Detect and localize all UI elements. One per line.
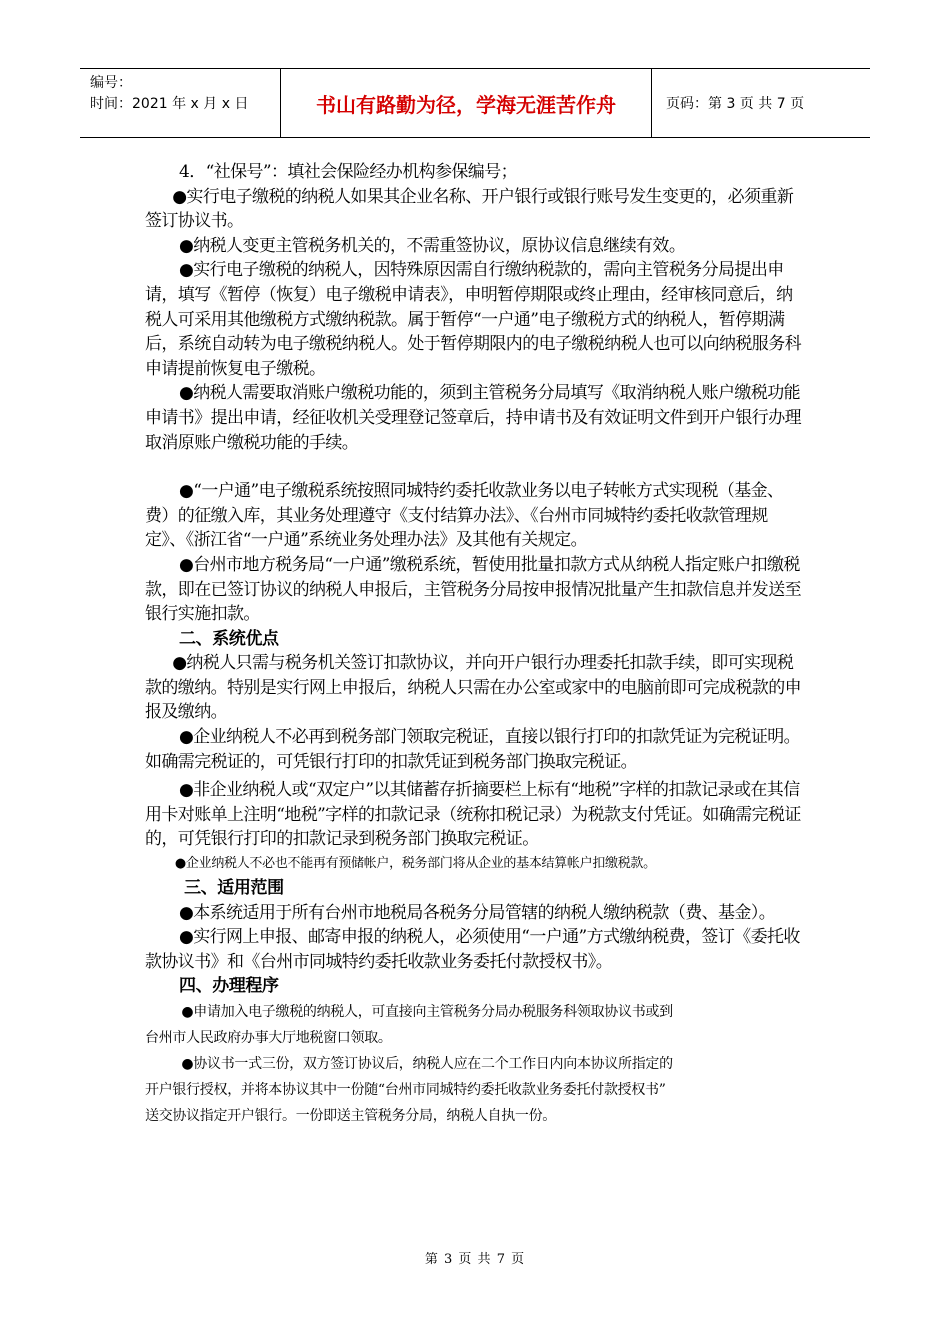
heading-scope: 三、适用范围	[184, 878, 284, 899]
paragraph-advantage-1: ●纳税人只需与税务机关签订扣款协议，并向开户银行办理委托扣款手续，即可实现税款的缴纳。特别是实行网上申报后，纳税人只需在办公室或家中的电脑前即可完成税款的申报及缴纳。	[145, 653, 801, 723]
paragraph-scope-1: ●本系统适用于所有台州市地税局各税务分局管辖的纳税人缴纳税款（费、基金）。	[179, 902, 776, 923]
paragraph-procedure-2a: ●协议书一式三份，双方签订协议后，纳税人应在二个工作日内向本协议所指定的	[181, 1056, 673, 1072]
paragraph-procedure-2c: 送交协议指定开户银行。一份即送主管税务分局，纳税人自执一份。	[145, 1108, 556, 1124]
page-header	[80, 68, 870, 138]
doc-code-label: 编号：	[90, 75, 132, 91]
paragraph-change-authority: ●纳税人变更主管税务机关的，不需重签协议，原协议信息继续有效。	[179, 235, 686, 256]
paragraph-procedure-1b: 台州市人民政府办事大厅地税窗口领取。	[145, 1030, 392, 1046]
paragraph-advantage-4: ●企业纳税人不必也不能再有预储帐户，税务部门将从企业的基本结算帐户扣缴税款。	[174, 856, 656, 872]
paragraph-system-basis: ●“一户通”电子缴税系统按照同城特约委托收款业务以电子转帐方式实现税（基金、费）的征缴入库，其业务处理遵守《支付结算办法》、《台州市同城特约委托收款管理规定》、《浙江省“一户通”系统业务处理办法》及其他有关规定。	[145, 481, 784, 551]
heading-system-advantages: 二、系统优点	[179, 628, 279, 649]
header-motto: 书山有路勤为径，学海无涯苦作舟	[280, 69, 652, 137]
paragraph-social-security-no: 4．“社保号”：填社会保险经办机构参保编号；	[179, 162, 517, 182]
paragraph-batch-deduction: ●台州市地方税务局“一户通”缴税系统，暂使用批量扣款方式从纳税人指定账户扣缴税款，即在已签订协议的纳税人申报后，主管税务分局按申报情况批量产生扣款信息并发送至银行实施扣款。	[145, 554, 801, 625]
paragraph-procedure-2b: 开户银行授权，并将本协议其中一份随“台州市同城特约委托收款业务委托付款授权书”	[145, 1082, 666, 1098]
paragraph-scope-2: ●实行网上申报、邮寄申报的纳税人，必须使用“一户通”方式缴纳税费，签订《委托收款协议书》和《台州市同城特约委托收款业务委托付款授权书》。	[145, 927, 800, 972]
paragraph-procedure-1a: ●申请加入电子缴税的纳税人，可直接向主管税务分局办税服务科领取协议书或到	[181, 1004, 673, 1020]
paragraph-suspend: ●实行电子缴税的纳税人，因特殊原因需自行缴纳税款的，需向主管税务分局提出申请，填写《暂停（恢复）电子缴税申请表》，申明暂停期限或终止理由，经审核同意后，纳税人可采用其他缴税方式缴纳税款。属于暂停“一户通”电子缴税方式的纳税人，暂停期满后，系统自动转为电子缴税纳税人。处于暂停期限内的电子缴税纳税人也可以向纳税服务科申请提前恢复电子缴税。	[145, 260, 801, 379]
paragraph-advantage-2: ●企业纳税人不必再到税务部门领取完税证，直接以银行打印的扣款凭证为完税证明。如确需完税证的，可凭银行打印的扣款凭证到税务部门换取完税证。	[145, 727, 801, 772]
paragraph-advantage-3: ●非企业纳税人或“双定户”以其储蓄存折摘要栏上标有“地税”字样的扣款记录或在其信用卡对账单上注明“地税”字样的扣款记录（统称扣税记录）为税款支付凭证。如确需完税证的，可凭银行打印的扣款记录到税务部门换取完税证。	[145, 780, 801, 850]
header-left-cell	[80, 69, 280, 137]
paragraph-change-info: ●实行电子缴税的纳税人如果其企业名称、开户银行或银行账号发生变更的，必须重新签订协议书。	[145, 186, 794, 232]
paragraph-cancel: ●纳税人需要取消账户缴税功能的，须到主管税务分局填写《取消纳税人账户缴税功能申请书》提出申请，经征收机关受理登记签章后，持申请书及有效证明文件到开户银行办理取消原账户缴税功能的手续。	[145, 383, 801, 453]
page-footer: 第 3 页 共 7 页	[424, 1252, 526, 1267]
heading-procedure: 四、办理程序	[179, 976, 279, 997]
doc-time-label: 时间：2021 年 x 月 x 日	[90, 96, 249, 112]
header-page-info: 页码：第 3 页 共 7 页	[666, 96, 805, 112]
document-body	[145, 160, 807, 1129]
